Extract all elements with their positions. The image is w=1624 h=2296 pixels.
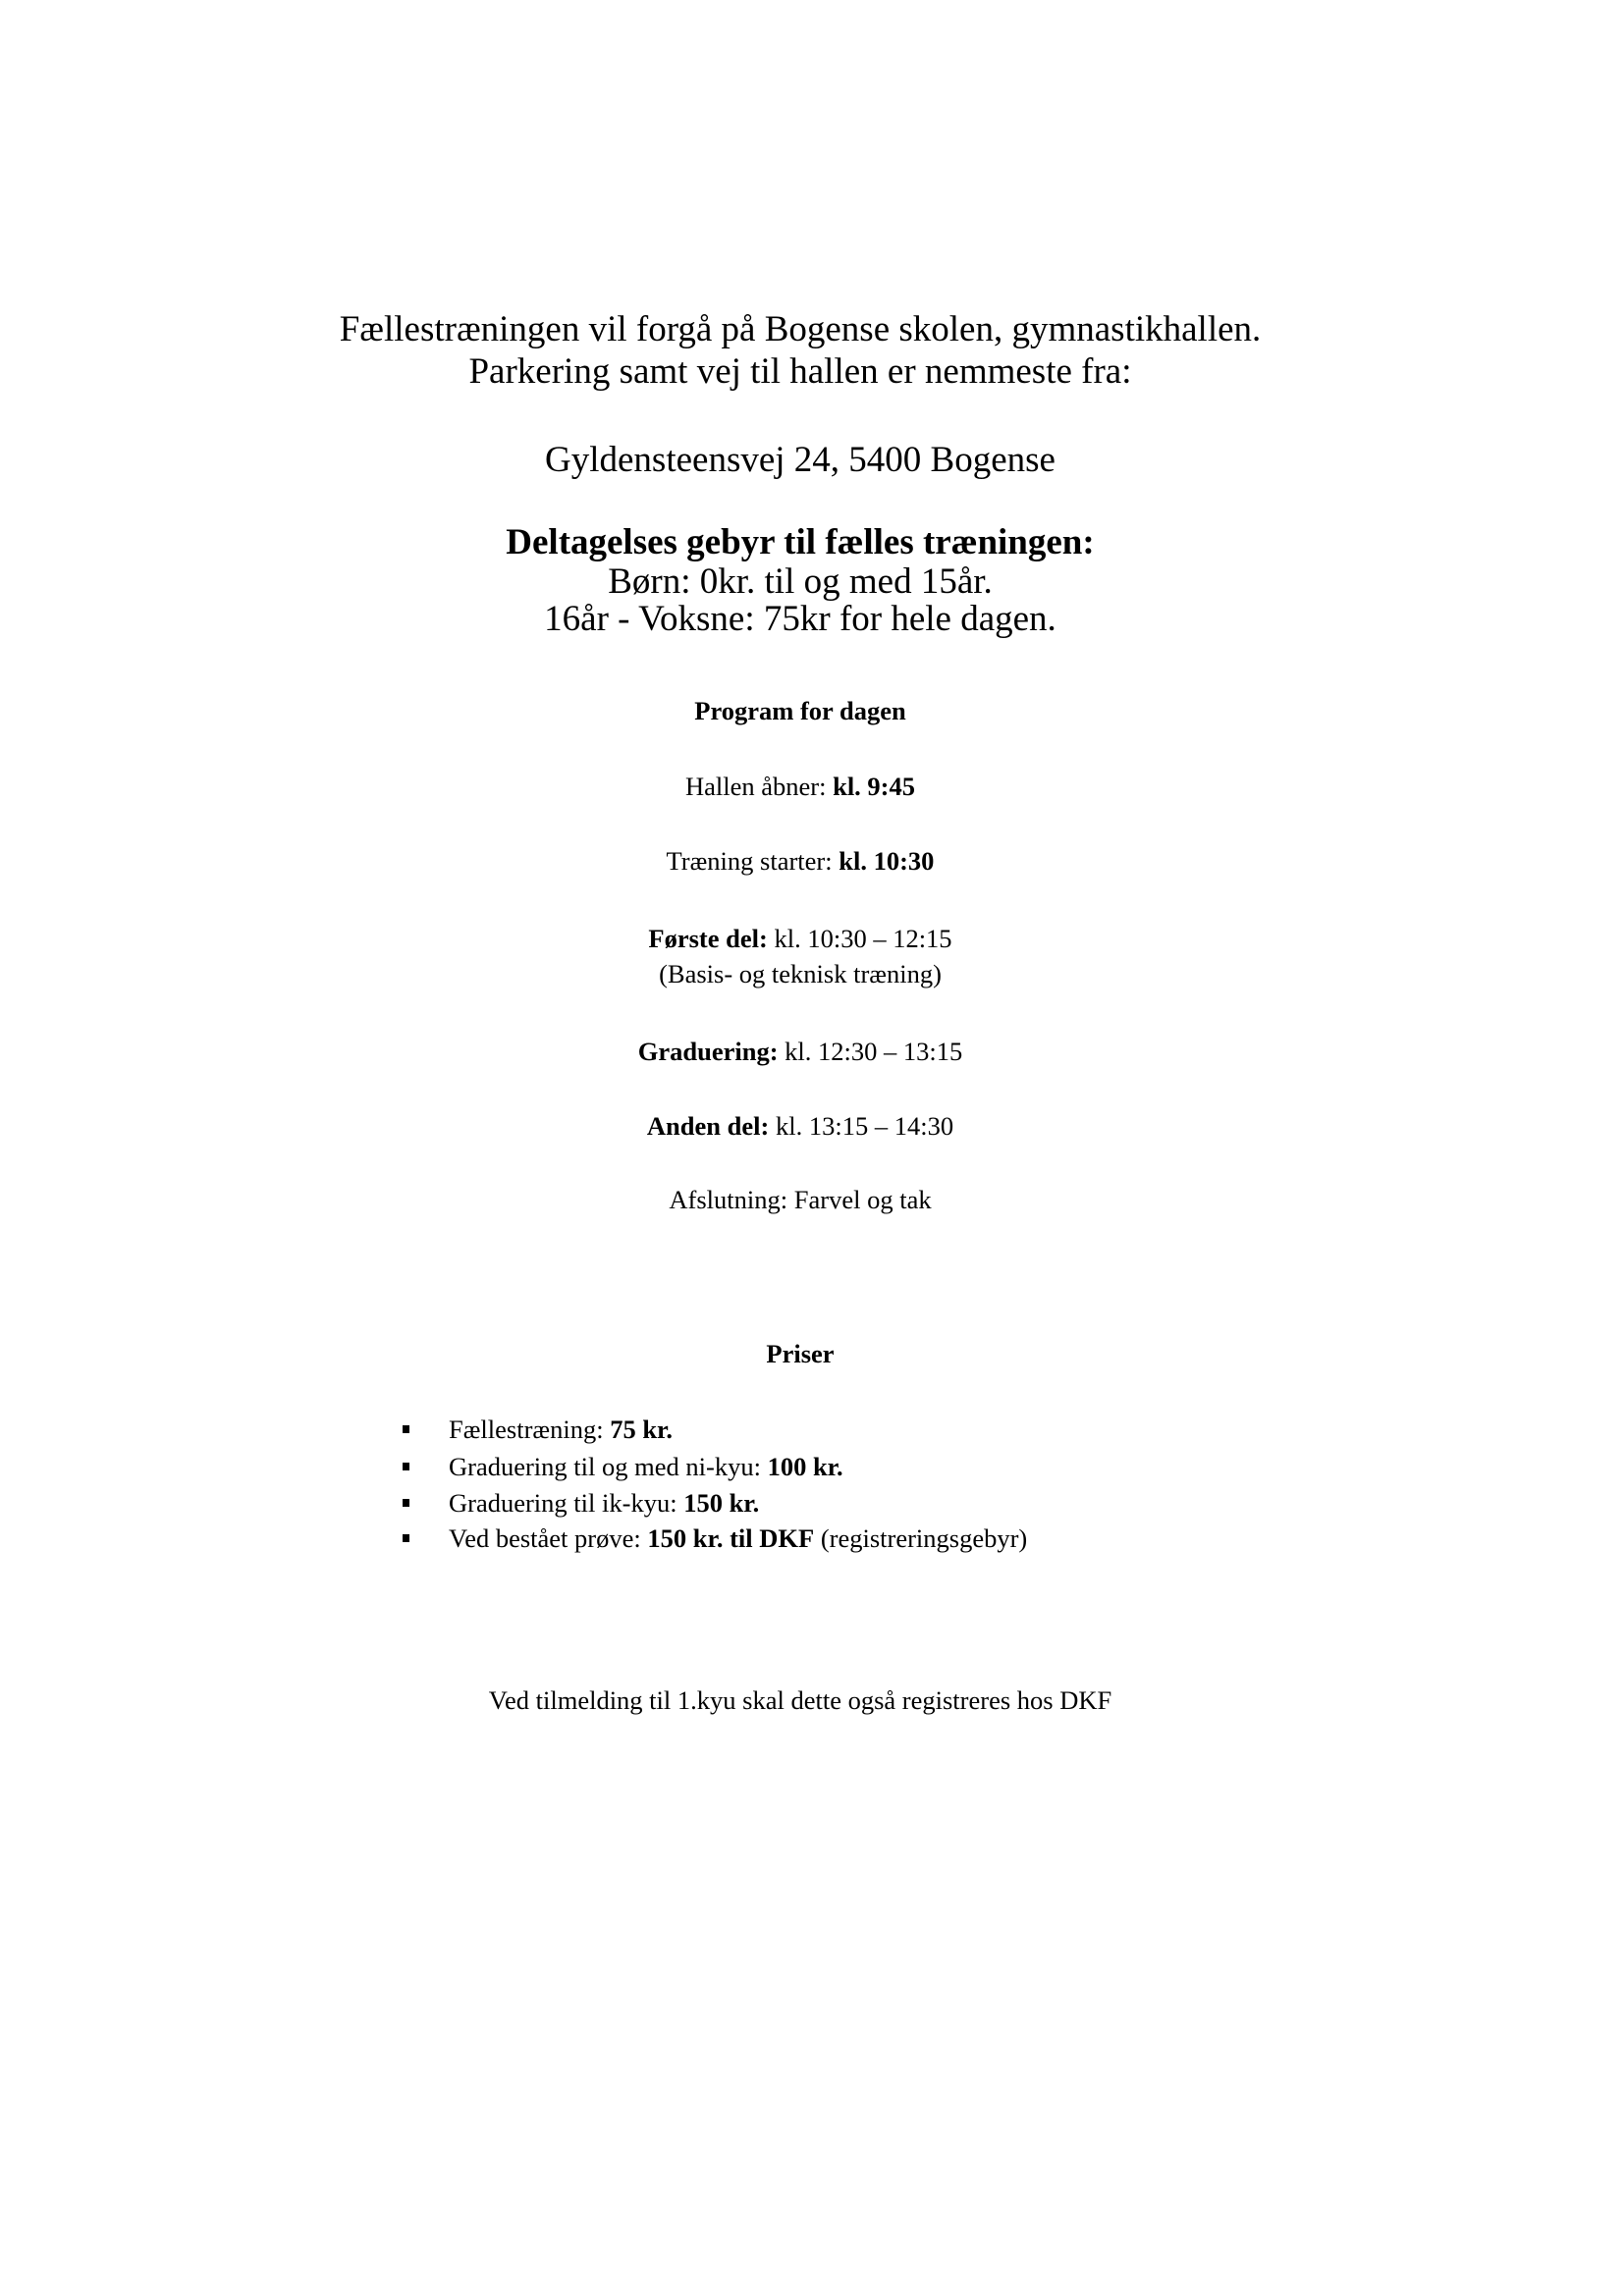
program-item-hall-opens (158, 774, 1442, 800)
price-item-text (449, 1490, 759, 1517)
price-item-label: Graduering til ik-kyu: (449, 1488, 684, 1518)
program-item-label: Anden del: (646, 1111, 770, 1141)
fee-children: Børn: 0kr. til og med 15år. (608, 561, 993, 602)
price-item-text (449, 1416, 673, 1443)
venue-address: Gyldensteensvej 24, 5400 Bogense (545, 440, 1056, 480)
square-bullet-icon (403, 1534, 409, 1542)
price-item-amount: 100 kr. (767, 1452, 843, 1481)
prices-heading: Priser (766, 1339, 835, 1368)
square-bullet-icon (403, 1463, 409, 1470)
footer-note: Ved tilmelding til 1.kyu skal dette også registreres hos DKF (488, 1685, 1112, 1715)
program-item-time: kl. 10:30 – 12:15 (767, 924, 952, 953)
program-item-label: Træning starter: (666, 846, 839, 876)
fee-adults: 16år - Voksne: 75kr for hele dagen. (544, 599, 1056, 639)
price-item-label: Fællestræning: (449, 1415, 611, 1444)
square-bullet-icon (403, 1425, 409, 1433)
program-item-grading (158, 1039, 1442, 1065)
program-item-label: Graduering: (637, 1037, 779, 1066)
program-item-time: kl. 9:45 (833, 772, 916, 801)
program-item-time: kl. 10:30 (839, 846, 935, 876)
price-item-amount: 150 kr. til DKF (647, 1523, 815, 1553)
program-item-label: Første del: (648, 924, 768, 953)
venue-line-2: Parkering samt vej til hallen er nemmeste fra: (468, 351, 1132, 392)
fee-heading: Deltagelses gebyr til fælles træningen: (506, 522, 1095, 562)
square-bullet-icon (403, 1499, 409, 1507)
program-item-first-part-note: (Basis- og teknisk træning) (659, 959, 942, 988)
program-item-training-starts (158, 848, 1442, 875)
price-item-amount: 150 kr. (683, 1488, 760, 1518)
program-item-label: Hallen åbner: (684, 772, 834, 801)
venue-line-1: Fællestræningen vil forgå på Bogense skolen, gymnastikhallen. (339, 309, 1262, 349)
program-item-first-part (158, 926, 1442, 952)
program-item-time: kl. 13:15 – 14:30 (769, 1111, 954, 1141)
price-item-text (449, 1454, 843, 1480)
program-item-closing: Afslutning: Farvel og tak (669, 1185, 932, 1214)
price-item-amount: 75 kr. (610, 1415, 674, 1444)
program-item-second-part (158, 1113, 1442, 1140)
price-item-label: Ved bestået prøve: (449, 1523, 648, 1553)
price-item-suffix: (registreringsgebyr) (814, 1523, 1028, 1553)
program-item-time: kl. 12:30 – 13:15 (778, 1037, 963, 1066)
price-item-text (449, 1525, 1027, 1552)
price-item-label: Graduering til og med ni-kyu: (449, 1452, 768, 1481)
program-heading: Program for dagen (694, 696, 906, 725)
